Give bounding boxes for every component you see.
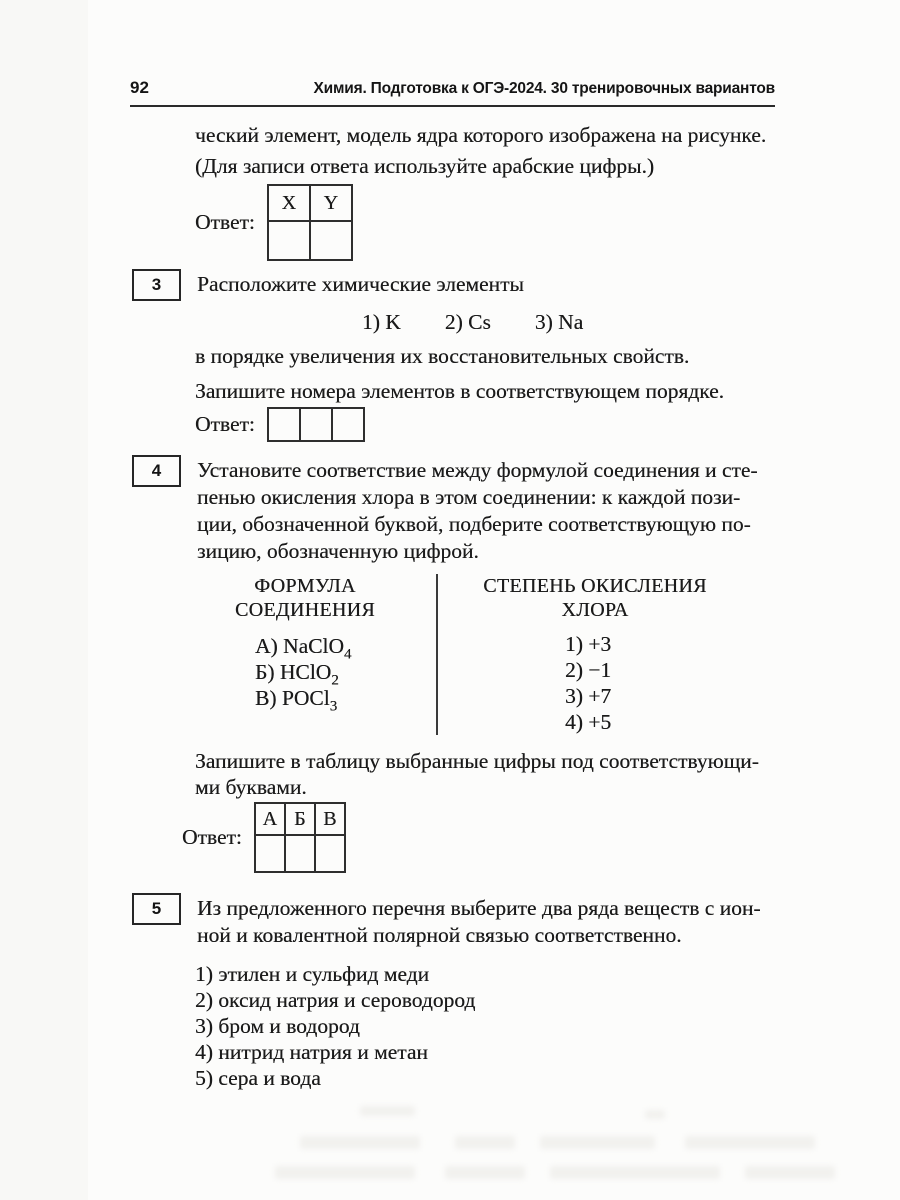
text-line: ФОРМУЛА bbox=[254, 575, 356, 597]
page-number: 92 bbox=[130, 78, 149, 97]
question-3 bbox=[130, 269, 775, 301]
answer-label: Ответ: bbox=[182, 825, 242, 849]
text-line: Из предложенного перечня выберите два ряда веществ с ион- bbox=[197, 896, 761, 920]
question-3-statement bbox=[197, 269, 524, 298]
question-4-instruction bbox=[130, 748, 775, 800]
grid-empty-cell bbox=[268, 221, 310, 260]
question-4-statement bbox=[197, 455, 758, 565]
print-bleed-artifact bbox=[360, 1106, 415, 1116]
text-line: ческий элемент, модель ядра которого изображена на рисунке. bbox=[195, 123, 767, 147]
text-line: Расположите химические элементы bbox=[197, 272, 524, 296]
answer-label: Ответ: bbox=[195, 412, 255, 436]
text-line: ции, обозначенной буквой, подберите соответствующую по- bbox=[197, 512, 751, 536]
grid-header-cell: А bbox=[255, 803, 285, 835]
running-head-title: Химия. Подготовка к ОГЭ-2024. 30 тренировочных вариантов bbox=[313, 80, 775, 97]
question-5-options bbox=[130, 961, 775, 1091]
print-bleed-artifact bbox=[455, 1136, 515, 1149]
option-item: 1) K bbox=[362, 310, 401, 334]
print-bleed-artifact bbox=[745, 1166, 835, 1179]
question-4-matching-table bbox=[130, 574, 775, 735]
task-2-continuation-text bbox=[130, 120, 775, 182]
oxidation-state-item: 2) −1 bbox=[565, 658, 612, 682]
matching-right-column bbox=[438, 574, 775, 735]
answer-label: Ответ: bbox=[195, 210, 255, 234]
formula-item: А) NaClO$_4$ bbox=[255, 634, 352, 663]
grid-empty-cell bbox=[285, 835, 315, 872]
left-column-items bbox=[255, 633, 436, 715]
text-line: (Для записи ответа используйте арабские цифры.) bbox=[195, 154, 655, 178]
text-line: СТЕПЕНЬ ОКИСЛЕНИЯ bbox=[483, 575, 707, 597]
question-3-order-line: в порядке увеличения их восстановительных свойств. bbox=[195, 344, 690, 368]
subscript: 2 bbox=[331, 672, 339, 689]
print-bleed-artifact bbox=[540, 1136, 655, 1149]
option-item: 1) этилен и сульфид меди bbox=[195, 962, 430, 986]
answer-grid-xy bbox=[267, 184, 353, 261]
subscript: 4 bbox=[343, 646, 352, 663]
right-column-header bbox=[470, 574, 720, 622]
oxidation-state-item: 3) +7 bbox=[565, 684, 612, 708]
text-line: ми буквами. bbox=[195, 775, 307, 799]
question-3-options bbox=[362, 310, 775, 335]
print-bleed-artifact bbox=[275, 1166, 415, 1179]
running-head bbox=[130, 0, 775, 107]
grid-empty-cell bbox=[332, 408, 364, 441]
option-item: 2) оксид натрия и сероводород bbox=[195, 988, 476, 1012]
question-3-instruction-line: Запишите номера элементов в соответствующем порядке. bbox=[195, 379, 725, 403]
answer-grid-three-cells bbox=[267, 407, 365, 442]
option-item: 3) бром и водород bbox=[195, 1014, 360, 1038]
page-content bbox=[130, 0, 775, 1091]
task-4-answer-row bbox=[130, 802, 775, 873]
text-line: ной и ковалентной полярной связью соответственно. bbox=[197, 923, 682, 947]
page-left-margin-shade bbox=[0, 0, 88, 1200]
grid-empty-cell bbox=[255, 835, 285, 872]
grid-empty-cell bbox=[310, 221, 352, 260]
formula-item: В) POCl$_3$ bbox=[255, 686, 338, 715]
text-line: Установите соответствие между формулой соединения и сте- bbox=[197, 458, 758, 482]
grid-header-cell: В bbox=[315, 803, 345, 835]
question-4 bbox=[130, 455, 775, 565]
print-bleed-artifact bbox=[685, 1136, 815, 1149]
right-column-items bbox=[565, 631, 611, 735]
option-item: 5) сера и вода bbox=[195, 1066, 321, 1090]
task-3-answer-row bbox=[130, 407, 775, 442]
left-column-header bbox=[165, 574, 445, 622]
answer-grid-abv bbox=[254, 802, 346, 873]
option-item: 2) Cs bbox=[444, 310, 491, 334]
question-3-number-box: 3 bbox=[132, 269, 181, 301]
text-line: ХЛОРА bbox=[561, 599, 629, 621]
question-5-statement bbox=[197, 893, 761, 949]
grid-empty-cell bbox=[315, 835, 345, 872]
grid-header-cell: X bbox=[268, 185, 310, 221]
question-5 bbox=[130, 893, 775, 949]
text-line: пенью окисления хлора в этом соединении: к каждой пози- bbox=[197, 485, 741, 509]
option-item: 4) нитрид натрия и метан bbox=[195, 1040, 428, 1064]
subscript: 3 bbox=[329, 698, 338, 715]
question-5-number-box: 5 bbox=[132, 893, 181, 925]
question-4-number-box: 4 bbox=[132, 455, 181, 487]
text-line: зицию, обозначенную цифрой. bbox=[197, 539, 479, 563]
text-line: Запишите в таблицу выбранные цифры под соответствующи- bbox=[195, 749, 759, 773]
print-bleed-artifact bbox=[445, 1166, 525, 1179]
print-bleed-artifact bbox=[645, 1110, 665, 1119]
task-2-answer-row bbox=[130, 184, 775, 261]
text-line: СОЕДИНЕНИЯ bbox=[235, 599, 375, 621]
grid-empty-cell bbox=[300, 408, 332, 441]
formula-item: Б) HClO$_2$ bbox=[255, 660, 339, 689]
option-item: 3) Na bbox=[534, 310, 584, 334]
grid-empty-cell bbox=[268, 408, 300, 441]
grid-header-cell: Б bbox=[285, 803, 315, 835]
grid-header-cell: Y bbox=[310, 185, 352, 221]
print-bleed-artifact bbox=[300, 1136, 420, 1149]
oxidation-state-item: 1) +3 bbox=[565, 632, 612, 656]
oxidation-state-item: 4) +5 bbox=[565, 710, 612, 734]
matching-left-column bbox=[130, 574, 438, 735]
print-bleed-artifact bbox=[550, 1166, 720, 1179]
